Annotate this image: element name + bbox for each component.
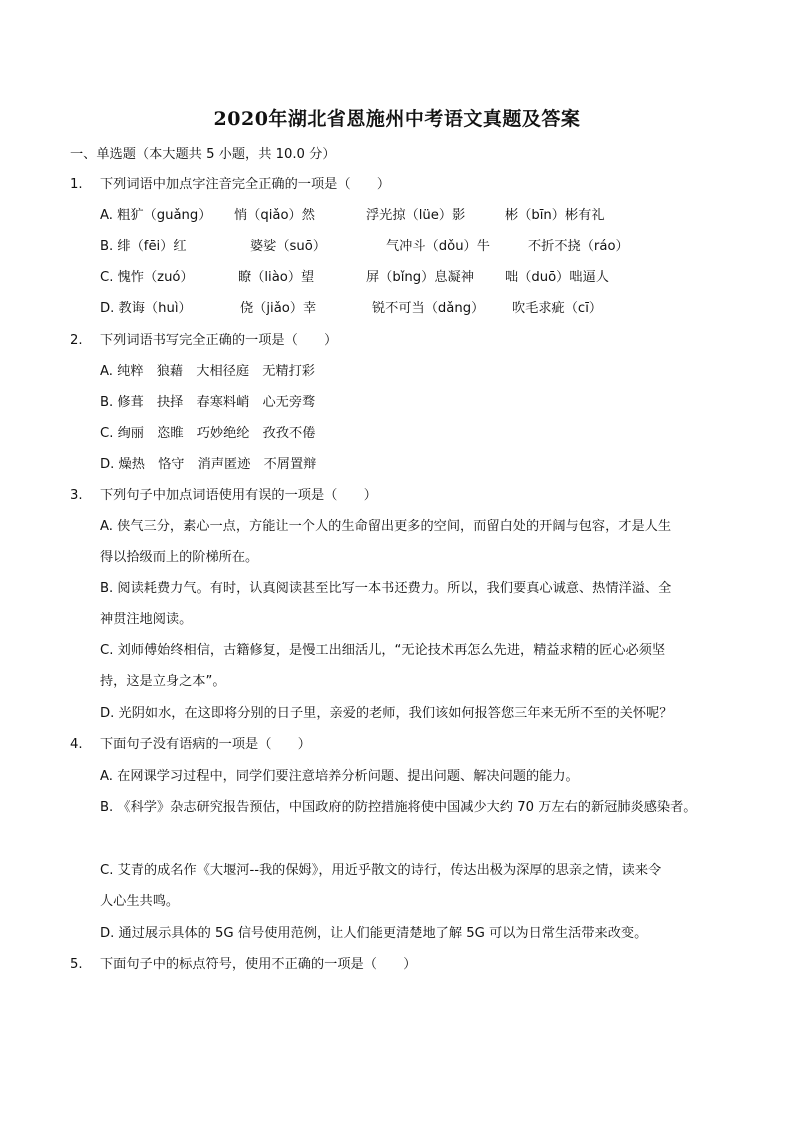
option-b-item: 不折不挠（ráo） <box>528 239 629 254</box>
page-title: 2020年湖北省恩施州中考语文真题及答案 <box>213 108 581 130</box>
option-b: B. 《科学》杂志研究报告预估，中国政府的防控措施将使中国减少大约 70 万左右的新冠肺炎感染者。 <box>100 800 697 815</box>
question-stem: 下面句子中的标点符号，使用不正确的一项是（ ） <box>100 957 417 972</box>
option-c-item: 咄（duō）咄逼人 <box>505 270 609 285</box>
option-d-item: 吹毛求疵（cī） <box>512 301 603 316</box>
option-d: D. 通过展示具体的 5G 信号使用范例，让人们能更清楚地了解 5G 可以为日常生活带来改变。 <box>100 926 648 941</box>
option-b: B. 修葺 抉择 春寒料峭 心无旁骛 <box>100 395 316 410</box>
option-c-item: C. 愧怍（zuó） <box>100 270 194 285</box>
option-d-item: 侥（jiǎo）幸 <box>240 301 317 316</box>
option-a-continued: 得以拾级而上的阶梯所在。 <box>100 550 259 565</box>
section-heading: 一、单选题（本大题共 5 小题，共 10.0 分） <box>70 147 336 162</box>
option-a-item: 浮光掠（lüe）影 <box>366 208 466 223</box>
question-stem: 下列词语中加点字注音完全正确的一项是（ ） <box>100 177 391 192</box>
question-stem: 下列词语书写完全正确的一项是（ ） <box>100 333 338 348</box>
option-c-item: 瞭（liào）望 <box>238 270 315 285</box>
option-d-item: D. 教诲（huì） <box>100 301 192 316</box>
option-c-item: 屏（bǐng）息凝神 <box>366 270 474 285</box>
option-d-item: 锐不可当（dǎng） <box>372 301 485 316</box>
option-b-continued: 神贯注地阅读。 <box>100 612 193 627</box>
option-b: B. 阅读耗费力气。有时，认真阅读甚至比写一本书还费力。所以，我们要真心诚意、热情洋溢、全 <box>100 581 672 596</box>
option-b-item: 气冲斗（dǒu）牛 <box>386 239 490 254</box>
option-b-item: 婆娑（suō） <box>250 239 327 254</box>
option-c: C. 绚丽 恣睢 巧妙绝纶 孜孜不倦 <box>100 426 316 441</box>
question-number: 2. <box>70 333 83 348</box>
question-number: 1. <box>70 177 83 192</box>
option-a-item: 彬（bīn）彬有礼 <box>505 208 605 223</box>
option-a: A. 在网课学习过程中，同学们要注意培养分析问题、提出问题、解决问题的能力。 <box>100 769 579 784</box>
option-a: A. 纯粹 狼藉 大相径庭 无精打彩 <box>100 364 315 379</box>
option-a-item: A. 粗犷（guǎng） <box>100 208 212 223</box>
question-number: 5. <box>70 957 83 972</box>
option-b-item: B. 绯（fēi）红 <box>100 239 187 254</box>
option-c: C. 刘师傅始终相信，古籍修复，是慢工出细活儿，“无论技术再怎么先进，精益求精的匠心必须坚 <box>100 643 666 658</box>
question-stem: 下面句子没有语病的一项是（ ） <box>100 737 311 752</box>
option-d: D. 燥热 恪守 消声匿迹 不屑置辩 <box>100 457 317 472</box>
question-number: 4. <box>70 737 83 752</box>
option-a: A. 侠气三分，素心一点，方能让一个人的生命留出更多的空间，而留白处的开阔与包容，才是人生 <box>100 519 672 534</box>
option-c: C. 艾青的成名作《大堰河--我的保姆》，用近乎散文的诗行，传达出极为深厚的思亲之情，读来令 <box>100 863 662 878</box>
option-a-item: 悄（qiǎo）然 <box>234 208 315 223</box>
option-d: D. 光阴如水，在这即将分别的日子里，亲爱的老师，我们该如何报答您三年来无所不至的关怀呢？ <box>100 706 673 721</box>
question-number: 3. <box>70 488 83 503</box>
question-stem: 下列句子中加点词语使用有误的一项是（ ） <box>100 488 377 503</box>
option-c-continued: 人心生共鸣。 <box>100 894 180 909</box>
option-c-continued: 持，这是立身之本”。 <box>100 674 226 689</box>
